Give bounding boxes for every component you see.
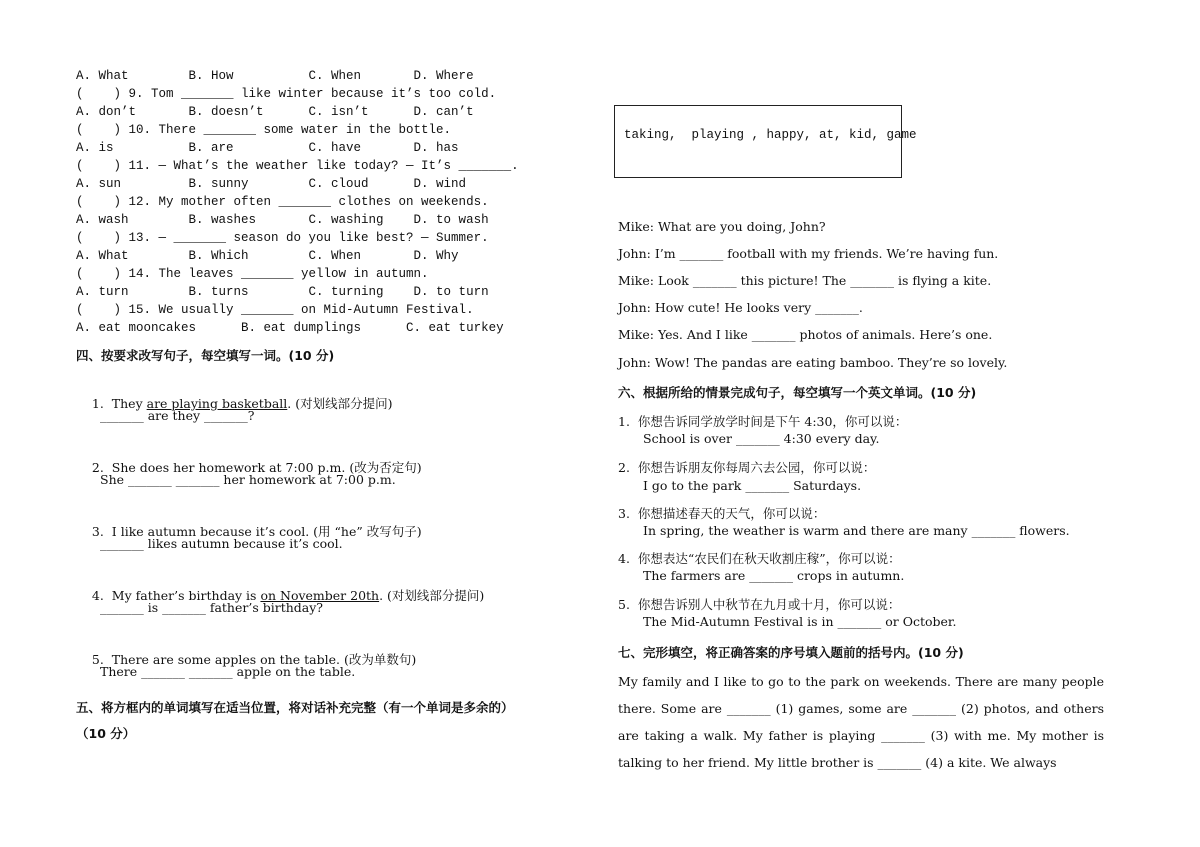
dialogue-line: John: Wow! The pandas are eating bamboo. They’re so lovely. (618, 355, 1008, 370)
prompt-text: 你想告诉朋友你每周六去公园，你可以说： (637, 460, 876, 475)
question-12: ( ) 12. My mother often _______ clothes on weekends. (76, 195, 489, 209)
instruction-text: . (对划线部分提问) (379, 588, 485, 603)
item-number: 2. (91, 460, 104, 475)
sentence-text: I like autumn because it’s cool. (用 “he” 改写句子) (111, 524, 422, 539)
s6-item-1-prompt (618, 414, 907, 430)
s6-item-5-prompt (618, 597, 900, 613)
item-number: 1. (618, 414, 630, 429)
sentence-text: There are some apples on the table. (改为单数句) (111, 652, 417, 667)
s6-item-2-answer: I go to the park _______ Saturdays. (643, 478, 862, 493)
option-line: A. is B. are C. have D. has (76, 141, 459, 155)
item-number: 5. (91, 652, 104, 667)
s4-answer-3: _______ likes autumn because it’s cool. (100, 536, 343, 551)
item-number: 2. (618, 460, 630, 475)
item-number: 1. (91, 396, 104, 411)
item-number: 4. (618, 551, 630, 566)
section-7-heading: 七、完形填空，将正确答案的序号填入题前的括号内。(10 分) (618, 645, 964, 660)
dialogue-line: Mike: Yes. And I like _______ photos of animals. Here’s one. (618, 327, 993, 342)
s6-item-1-answer: School is over _______ 4:30 every day. (643, 431, 880, 446)
item-number: 4. (91, 588, 104, 603)
question-15: ( ) 15. We usually _______ on Mid-Autumn Festival. (76, 303, 474, 317)
s4-answer-2: She _______ _______ her homework at 7:00 p.m. (100, 472, 396, 487)
s6-item-3-prompt (618, 506, 825, 522)
underlined-text: on November 20th (260, 588, 380, 603)
option-line: A. What B. Which C. When D. Why (76, 249, 459, 263)
cloze-passage: My family and I like to go to the park on weekends. There are many people there. Some are _______ (1) games, some are _______ (2) photos, and others are taking a walk. My father is playing _______ (3) with me. My mother is talking to her friend. My little brother is _______ (4) a kite. We always (618, 674, 1104, 770)
s6-item-4-prompt (618, 551, 901, 567)
option-line: A. What B. How C. When D. Where (76, 69, 474, 83)
s6-item-2-prompt (618, 460, 875, 476)
dialogue-line: Mike: What are you doing, John? (618, 219, 826, 234)
prompt-text: 你想表达“农民们在秋天收割庄稼”，你可以说： (637, 551, 901, 566)
s4-answer-5: There _______ _______ apple on the table. (100, 664, 356, 679)
sentence-text: They (111, 396, 147, 411)
question-11: ( ) 11. — What’s the weather like today? — It’s _______. (76, 159, 519, 173)
s4-answer-1: _______ are they _______? (100, 408, 255, 423)
option-line: A. don’t B. doesn’t C. isn’t D. can’t (76, 105, 474, 119)
s6-item-5-answer: The Mid-Autumn Festival is in _______ or October. (643, 614, 957, 629)
prompt-text: 你想告诉同学放学时间是下午 4:30，你可以说： (637, 414, 908, 429)
question-10: ( ) 10. There _______ some water in the bottle. (76, 123, 452, 137)
item-number: 3. (618, 506, 630, 521)
s4-answer-4: _______ is _______ father’s birthday? (100, 600, 323, 615)
s6-item-4-answer: The farmers are _______ crops in autumn. (643, 568, 905, 583)
underlined-text: are playing basketball (146, 396, 288, 411)
instruction-text: . (对划线部分提问) (287, 396, 393, 411)
sentence-text: She does her homework at 7:00 p.m. (改为否定句) (111, 460, 422, 475)
question-13: ( ) 13. — _______ season do you like best? — Summer. (76, 231, 489, 245)
word-bank-box (614, 105, 917, 178)
dialogue-line: John: I’m _______ football with my friends. We’re having fun. (618, 246, 999, 261)
sentence-text: My father’s birthday is (111, 588, 261, 603)
option-line: A. turn B. turns C. turning D. to turn (76, 285, 489, 299)
section-5-heading: 五、将方框内的单词填写在适当位置，将对话补充完整（有一个单词是多余的） (76, 700, 514, 715)
word-bank-text: taking, playing , happy, at, kid, game (624, 128, 917, 142)
section-4-heading: 四、按要求改写句子，每空填写一词。(10 分) (76, 348, 335, 363)
section-5-heading-score: （10 分） (76, 726, 136, 741)
s6-item-3-answer: In spring, the weather is warm and there are many _______ flowers. (643, 523, 1070, 538)
prompt-text: 你想描述春天的天气，你可以说： (637, 506, 826, 521)
dialogue-line: John: How cute! He looks very _______. (618, 300, 863, 315)
option-line: A. sun B. sunny C. cloud D. wind (76, 177, 467, 191)
item-number: 5. (618, 597, 630, 612)
section-6-heading: 六、根据所给的情景完成句子，每空填写一个英文单词。(10 分) (618, 385, 977, 400)
option-line: A. wash B. washes C. washing D. to wash (76, 213, 489, 227)
item-number: 3. (91, 524, 104, 539)
question-9: ( ) 9. Tom _______ like winter because it’s too cold. (76, 87, 497, 101)
dialogue-line: Mike: Look _______ this picture! The _______ is flying a kite. (618, 273, 992, 288)
question-14: ( ) 14. The leaves _______ yellow in autumn. (76, 267, 429, 281)
option-line: A. eat mooncakes B. eat dumplings C. eat turkey (76, 321, 504, 335)
prompt-text: 你想告诉别人中秋节在九月或十月，你可以说： (637, 597, 901, 612)
